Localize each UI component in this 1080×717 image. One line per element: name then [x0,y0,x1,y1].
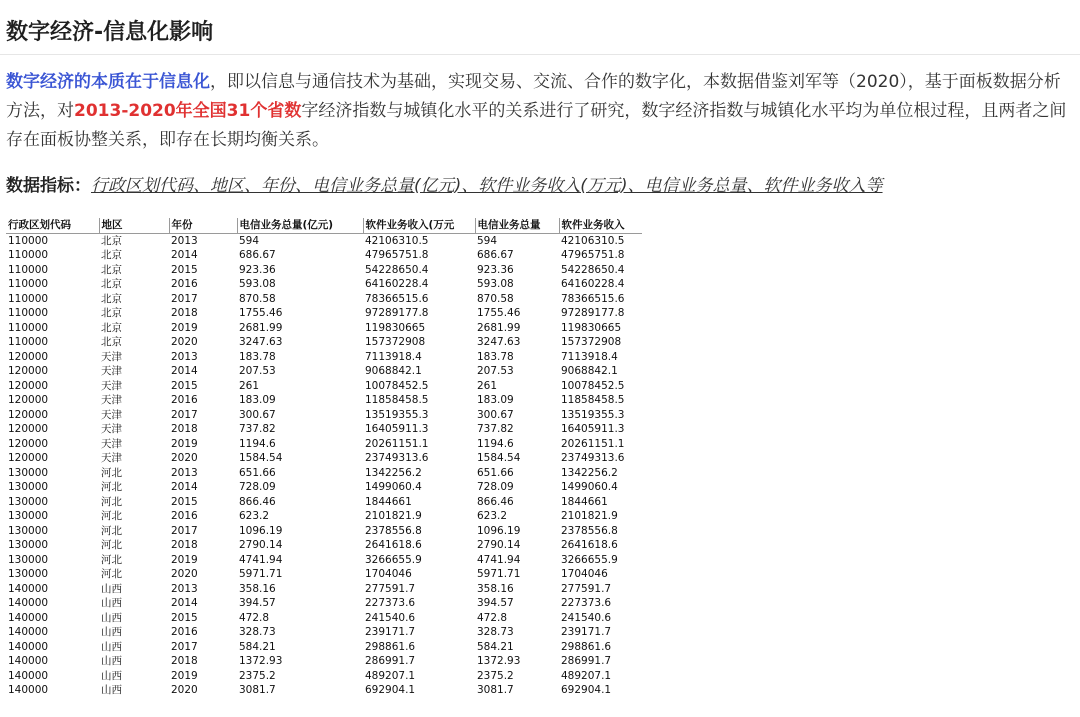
cell-region: 北京 [101,249,122,261]
cell-software-revenue-wan: 42106310.5 [365,234,429,247]
cell-telecom-volume-yi: 394.57 [239,597,276,609]
header-telecom-volume-yi: 电信业务总量(亿元) [237,218,363,233]
table-row [6,596,642,611]
cell-software-revenue: 10078452.5 [561,379,625,392]
cell-software-revenue: 42106310.5 [561,234,625,247]
cell-software-revenue-wan: 23749313.6 [365,452,429,464]
table-row [6,654,642,669]
cell-telecom-volume-yi: 1194.6 [239,437,276,450]
cell-region-code: 140000 [8,684,49,696]
cell-region-code: 130000 [8,539,49,551]
cell-telecom-volume: 2681.99 [477,321,521,334]
cell-software-revenue: 157372908 [561,336,622,348]
cell-software-revenue: 11858458.5 [561,394,625,406]
cell-telecom-volume-yi: 870.58 [239,292,276,305]
table-row [6,524,642,539]
cell-telecom-volume-yi: 686.67 [239,249,276,261]
cell-telecom-volume: 3247.63 [477,336,521,348]
cell-telecom-volume: 5971.71 [477,568,521,580]
cell-software-revenue: 54228650.4 [561,263,625,276]
cell-region: 北京 [101,292,122,305]
cell-software-revenue-wan: 2641618.6 [365,539,422,551]
cell-software-revenue: 1844661 [561,495,608,508]
table-row [6,277,642,292]
table-row [6,364,642,379]
cell-software-revenue-wan: 1342256.2 [365,466,422,479]
header-software-revenue-wan: 软件业务收入(万元 [363,218,475,233]
cell-telecom-volume-yi: 4741.94 [239,553,283,566]
cell-software-revenue: 9068842.1 [561,365,618,377]
table-header-row [6,218,642,233]
cell-software-revenue-wan: 286991.7 [365,655,416,667]
cell-year: 2017 [171,292,198,305]
cell-telecom-volume-yi: 1755.46 [239,307,283,319]
cell-software-revenue: 20261151.1 [561,437,625,450]
cell-region: 河北 [101,510,122,522]
cell-region: 山西 [101,597,122,609]
cell-region-code: 120000 [8,423,49,435]
cell-year: 2020 [171,568,198,580]
cell-region: 天津 [101,379,122,392]
table-row [6,408,642,423]
intro-text-1: ，即以信息与通信技术为基础，实现交易、交流、合作的数字化，本数据借鉴刘军等（2020），基于面板数据分析方法，对 [6,72,1061,121]
cell-software-revenue-wan: 3266655.9 [365,553,422,566]
cell-year: 2020 [171,684,198,696]
data-table [6,218,642,698]
cell-software-revenue-wan: 7113918.4 [365,350,422,363]
cell-software-revenue-wan: 20261151.1 [365,437,429,450]
cell-telecom-volume-yi: 594 [239,234,260,247]
cell-year: 2019 [171,437,198,450]
cell-software-revenue-wan: 54228650.4 [365,263,429,276]
cell-telecom-volume: 1372.93 [477,655,521,667]
cell-software-revenue: 692904.1 [561,684,612,696]
cell-telecom-volume: 686.67 [477,249,514,261]
cell-telecom-volume: 3081.7 [477,684,514,696]
cell-region-code: 130000 [8,495,49,508]
table-row [6,509,642,524]
cell-telecom-volume: 1584.54 [477,452,521,464]
cell-region-code: 110000 [8,234,49,247]
cell-telecom-volume: 207.53 [477,365,514,377]
cell-region: 北京 [101,336,122,348]
cell-software-revenue: 2378556.8 [561,524,618,537]
cell-region: 河北 [101,466,122,479]
cell-software-revenue-wan: 47965751.8 [365,249,429,261]
cell-year: 2016 [171,278,198,290]
header-software-revenue: 软件业务收入 [559,218,642,233]
cell-region: 山西 [101,655,122,667]
cell-software-revenue: 119830665 [561,321,622,334]
cell-region-code: 110000 [8,278,49,290]
table-row [6,422,642,437]
cell-telecom-volume-yi: 866.46 [239,495,276,508]
header-region-code: 行政区划代码 [6,218,99,233]
table-row [6,495,642,510]
cell-software-revenue-wan: 489207.1 [365,669,416,682]
cell-region-code: 140000 [8,626,49,638]
cell-telecom-volume: 358.16 [477,582,514,595]
intro-highlight-red: 2013-2020年全国31个省数 [74,101,302,121]
cell-software-revenue-wan: 2101821.9 [365,510,422,522]
cell-software-revenue-wan: 78366515.6 [365,292,429,305]
cell-region-code: 120000 [8,437,49,450]
cell-telecom-volume-yi: 183.09 [239,394,276,406]
cell-software-revenue-wan: 9068842.1 [365,365,422,377]
cell-region: 天津 [101,437,122,450]
cell-software-revenue-wan: 16405911.3 [365,423,429,435]
cell-telecom-volume: 300.67 [477,408,514,421]
cell-region: 山西 [101,611,122,624]
cell-telecom-volume: 4741.94 [477,553,521,566]
cell-year: 2015 [171,495,198,508]
data-indicators [6,172,883,200]
cell-region-code: 130000 [8,481,49,493]
cell-software-revenue: 13519355.3 [561,408,625,421]
cell-software-revenue-wan: 1844661 [365,495,412,508]
cell-region: 天津 [101,423,122,435]
cell-region-code: 140000 [8,582,49,595]
cell-region: 山西 [101,684,122,696]
cell-software-revenue-wan: 227373.6 [365,597,416,609]
cell-software-revenue-wan: 119830665 [365,321,426,334]
cell-year: 2017 [171,524,198,537]
cell-year: 2020 [171,336,198,348]
cell-software-revenue: 1704046 [561,568,608,580]
cell-software-revenue-wan: 13519355.3 [365,408,429,421]
table-row [6,379,642,394]
cell-telecom-volume-yi: 183.78 [239,350,276,363]
cell-region: 河北 [101,524,122,537]
cell-telecom-volume-yi: 472.8 [239,611,270,624]
cell-software-revenue-wan: 1704046 [365,568,412,580]
cell-region: 山西 [101,582,122,595]
table-row [6,292,642,307]
cell-telecom-volume-yi: 623.2 [239,510,270,522]
cell-telecom-volume-yi: 2681.99 [239,321,283,334]
cell-software-revenue-wan: 97289177.8 [365,307,429,319]
cell-region-code: 120000 [8,408,49,421]
header-year: 年份 [169,218,237,233]
cell-software-revenue: 489207.1 [561,669,612,682]
table-row [6,611,642,626]
cell-region: 山西 [101,640,122,653]
cell-telecom-volume-yi: 5971.71 [239,568,283,580]
cell-region: 北京 [101,234,122,247]
page-title: 数字经济-信息化影响 [6,20,214,45]
cell-region-code: 130000 [8,568,49,580]
cell-software-revenue: 286991.7 [561,655,612,667]
cell-telecom-volume-yi: 300.67 [239,408,276,421]
cell-region-code: 140000 [8,655,49,667]
cell-region-code: 120000 [8,394,49,406]
cell-software-revenue: 78366515.6 [561,292,625,305]
table-row [6,393,642,408]
cell-software-revenue-wan: 10078452.5 [365,379,429,392]
table-row [6,451,642,466]
cell-year: 2018 [171,307,198,319]
cell-region-code: 140000 [8,669,49,682]
cell-telecom-volume-yi: 3081.7 [239,684,276,696]
table-row [6,306,642,321]
cell-year: 2015 [171,611,198,624]
cell-region: 河北 [101,481,122,493]
table-body [6,233,642,698]
cell-region-code: 110000 [8,292,49,305]
cell-software-revenue-wan: 2378556.8 [365,524,422,537]
cell-telecom-volume: 2375.2 [477,669,514,682]
cell-telecom-volume-yi: 737.82 [239,423,276,435]
cell-software-revenue: 239171.7 [561,626,612,638]
cell-region: 山西 [101,626,122,638]
table-row [6,640,642,655]
cell-region: 天津 [101,350,122,363]
cell-region-code: 110000 [8,336,49,348]
cell-software-revenue: 1499060.4 [561,481,618,493]
table-row [6,625,642,640]
cell-region-code: 140000 [8,597,49,609]
cell-year: 2019 [171,321,198,334]
cell-year: 2016 [171,394,198,406]
title-divider [0,54,1080,55]
table-row [6,350,642,365]
cell-software-revenue: 23749313.6 [561,452,625,464]
cell-region-code: 120000 [8,452,49,464]
cell-year: 2019 [171,553,198,566]
cell-telecom-volume-yi: 1372.93 [239,655,283,667]
cell-telecom-volume-yi: 584.21 [239,640,276,653]
cell-telecom-volume-yi: 261 [239,379,260,392]
cell-telecom-volume: 183.09 [477,394,514,406]
cell-year: 2015 [171,379,198,392]
data-table-screenshot [6,218,642,696]
cell-year: 2013 [171,234,198,247]
cell-telecom-volume-yi: 1584.54 [239,452,283,464]
cell-telecom-volume: 737.82 [477,423,514,435]
cell-year: 2015 [171,263,198,276]
cell-software-revenue-wan: 241540.6 [365,611,416,624]
cell-software-revenue: 97289177.8 [561,307,625,319]
cell-region-code: 110000 [8,321,49,334]
cell-software-revenue-wan: 1499060.4 [365,481,422,493]
table-row [6,437,642,452]
cell-telecom-volume: 623.2 [477,510,508,522]
cell-telecom-volume-yi: 328.73 [239,626,276,638]
cell-telecom-volume: 2790.14 [477,539,521,551]
cell-telecom-volume-yi: 358.16 [239,582,276,595]
cell-telecom-volume: 870.58 [477,292,514,305]
cell-software-revenue: 227373.6 [561,597,612,609]
table-row [6,263,642,278]
cell-telecom-volume: 1096.19 [477,524,521,537]
cell-region-code: 110000 [8,263,49,276]
cell-software-revenue: 16405911.3 [561,423,625,435]
cell-telecom-volume-yi: 2790.14 [239,539,283,551]
cell-telecom-volume: 261 [477,379,498,392]
cell-year: 2014 [171,481,198,493]
cell-software-revenue-wan: 157372908 [365,336,426,348]
cell-region-code: 130000 [8,524,49,537]
cell-year: 2018 [171,423,198,435]
cell-region-code: 130000 [8,553,49,566]
cell-software-revenue-wan: 277591.7 [365,582,416,595]
cell-telecom-volume: 728.09 [477,481,514,493]
cell-region-code: 140000 [8,640,49,653]
cell-software-revenue: 64160228.4 [561,278,625,290]
table-row [6,582,642,597]
table-row [6,683,642,698]
cell-year: 2017 [171,408,198,421]
cell-software-revenue: 1342256.2 [561,466,618,479]
cell-region-code: 130000 [8,510,49,522]
cell-software-revenue: 2641618.6 [561,539,618,551]
cell-telecom-volume: 594 [477,234,498,247]
cell-software-revenue: 277591.7 [561,582,612,595]
cell-region-code: 120000 [8,350,49,363]
cell-telecom-volume-yi: 593.08 [239,278,276,290]
cell-region: 天津 [101,452,122,464]
cell-telecom-volume: 1755.46 [477,307,521,319]
cell-region-code: 120000 [8,379,49,392]
table-row [6,466,642,481]
cell-region-code: 130000 [8,466,49,479]
cell-region: 天津 [101,408,122,421]
table-row [6,233,642,248]
header-region: 地区 [99,218,169,233]
cell-telecom-volume: 593.08 [477,278,514,290]
cell-telecom-volume: 183.78 [477,350,514,363]
cell-region-code: 110000 [8,307,49,319]
table-row [6,335,642,350]
cell-telecom-volume: 472.8 [477,611,508,624]
cell-region: 河北 [101,553,122,566]
cell-telecom-volume: 1194.6 [477,437,514,450]
cell-region: 北京 [101,278,122,290]
cell-region-code: 110000 [8,249,49,261]
cell-year: 2018 [171,539,198,551]
cell-software-revenue-wan: 692904.1 [365,684,416,696]
table-row [6,321,642,336]
cell-telecom-volume-yi: 651.66 [239,466,276,479]
cell-region-code: 140000 [8,611,49,624]
table-row [6,553,642,568]
cell-telecom-volume-yi: 3247.63 [239,336,283,348]
cell-software-revenue: 2101821.9 [561,510,618,522]
cell-region: 河北 [101,495,122,508]
cell-telecom-volume-yi: 207.53 [239,365,276,377]
cell-region: 北京 [101,263,122,276]
cell-telecom-volume: 394.57 [477,597,514,609]
cell-software-revenue: 3266655.9 [561,553,618,566]
cell-telecom-volume-yi: 728.09 [239,481,276,493]
table-row [6,248,642,263]
cell-region: 北京 [101,307,122,319]
cell-software-revenue: 241540.6 [561,611,612,624]
cell-software-revenue: 298861.6 [561,640,612,653]
cell-region: 天津 [101,394,122,406]
indicators-value: 行政区划代码、地区、年份、电信业务总量(亿元)、软件业务收入(万元)、电信业务总量、软件业务收入等 [91,176,883,196]
cell-year: 2018 [171,655,198,667]
cell-telecom-volume: 866.46 [477,495,514,508]
cell-software-revenue-wan: 11858458.5 [365,394,429,406]
cell-telecom-volume-yi: 1096.19 [239,524,283,537]
cell-year: 2013 [171,350,198,363]
cell-software-revenue-wan: 64160228.4 [365,278,429,290]
table-row [6,567,642,582]
cell-year: 2016 [171,510,198,522]
cell-year: 2013 [171,466,198,479]
cell-software-revenue: 7113918.4 [561,350,618,363]
indicators-label: 数据指标： [6,176,91,196]
cell-year: 2020 [171,452,198,464]
cell-region: 河北 [101,539,122,551]
cell-telecom-volume: 328.73 [477,626,514,638]
header-telecom-volume: 电信业务总量 [475,218,559,233]
cell-telecom-volume: 923.36 [477,263,514,276]
cell-region-code: 120000 [8,365,49,377]
cell-year: 2014 [171,249,198,261]
intro-highlight-blue: 数字经济的本质在于信息化 [6,72,210,92]
cell-software-revenue-wan: 239171.7 [365,626,416,638]
intro-paragraph [6,68,1076,155]
cell-region: 天津 [101,365,122,377]
intro-text-2: 字经济指数与城镇化水平的关系进行了研究，数字经济指数与城镇化水平均为单位根过程，且两者之间存在面板协整关系，即存在长期均衡关系。 [6,101,1067,150]
cell-year: 2019 [171,669,198,682]
cell-year: 2013 [171,582,198,595]
cell-region: 北京 [101,321,122,334]
table-row [6,480,642,495]
cell-year: 2017 [171,640,198,653]
cell-region: 河北 [101,568,122,580]
cell-telecom-volume-yi: 923.36 [239,263,276,276]
cell-telecom-volume-yi: 2375.2 [239,669,276,682]
table-row [6,669,642,684]
cell-year: 2014 [171,597,198,609]
cell-telecom-volume: 651.66 [477,466,514,479]
cell-telecom-volume: 584.21 [477,640,514,653]
cell-software-revenue: 47965751.8 [561,249,625,261]
cell-region: 山西 [101,669,122,682]
table-row [6,538,642,553]
cell-software-revenue-wan: 298861.6 [365,640,416,653]
cell-year: 2016 [171,626,198,638]
cell-year: 2014 [171,365,198,377]
